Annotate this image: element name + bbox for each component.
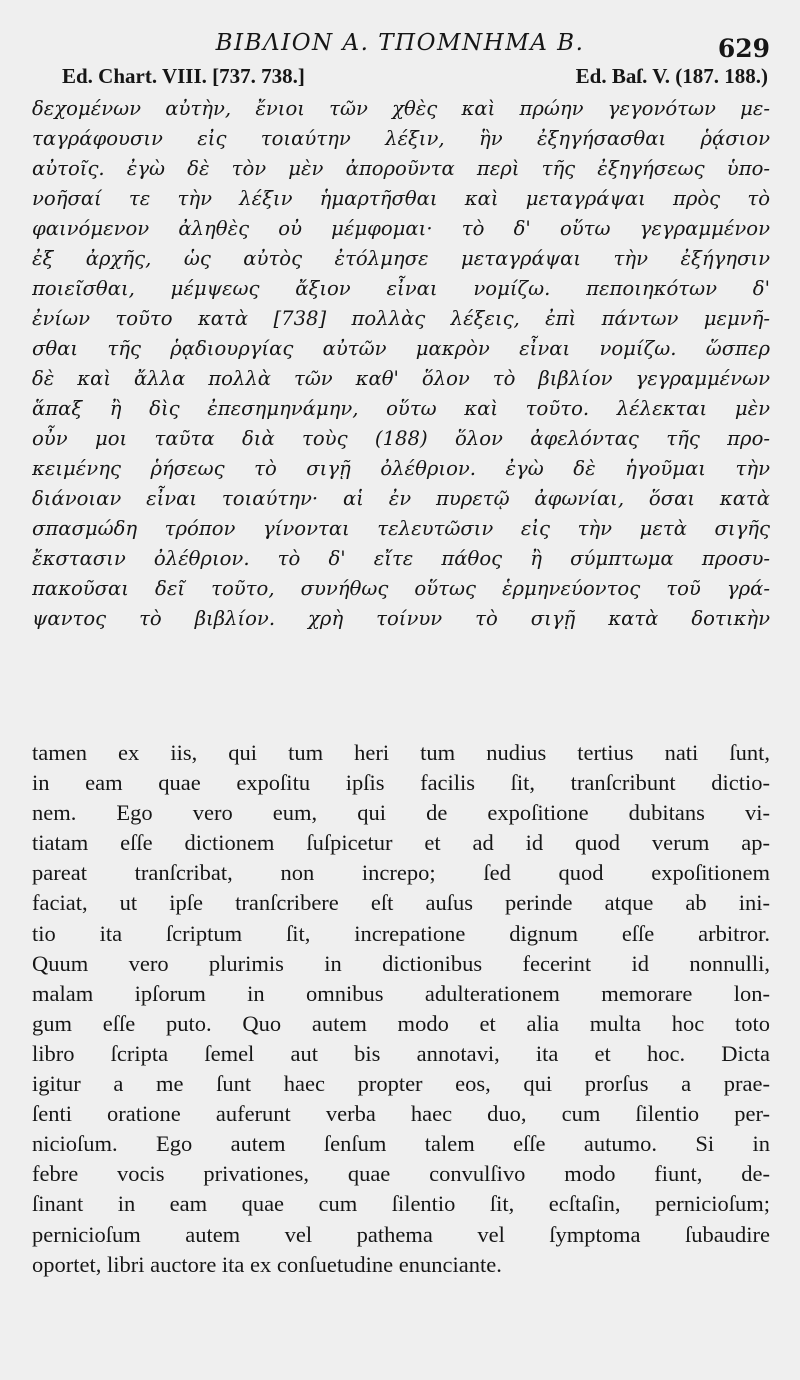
edition-basel: Ed. Baſ. V. (187. 188.) [575,64,768,88]
latin-text-line: febre vocis privationes, quae convulſivo modo fiunt, de- [32,1161,770,1187]
running-head [0,28,800,64]
greek-text-line: σπασμώδη τρόπον γίνονται τελευτῶσιν εἰς τὴν μετὰ σιγῆς [32,517,770,540]
greek-text-line: ψαντος τὸ βιβλίον. χρὴ τοίνυν τὸ σιγῇ κατὰ δοτικὴν [32,607,770,630]
greek-text-line: ἅπαξ ἢ δὶς ἐπεσημηνάμην, οὕτω καὶ τοῦτο. λέλεκται μὲν [32,397,770,420]
latin-text-line: malam ipſorum in omnibus adulterationem memorare lon- [32,980,770,1006]
greek-text-line: φαινόμενον ἀληθὲς οὐ μέμφομαι· τὸ δ' οὕτω γεγραμμένον [32,217,770,240]
latin-text-line: faciat, ut ipſe tranſcribere eſt auſus perinde atque ab ini- [32,890,770,916]
latin-text-line: igitur a me ſunt haec propter eos, qui prorſus a prae- [32,1071,770,1097]
greek-text-line: σθαι τῆς ῥᾳδιουργίας αὐτῶν μακρὸν εἶναι νομίζω. ὥσπερ [32,337,770,360]
greek-text-line: δεχομένων αὐτὴν, ἔνιοι τῶν χθὲς καὶ πρώην γεγονότων με- [32,97,770,120]
greek-text-line: ποιεῖσθαι, μέμψεως ἄξιον εἶναι νομίζω. πεποιηκότων δ' [32,277,770,300]
greek-text-line: ταγράφουσιν εἰς τοιαύτην λέξιν, ἣν ἐξηγήσασθαι ῥᾴσιον [32,127,770,150]
greek-text-line: ἔκστασιν ὀλέθριον. τὸ δ' εἴτε πάθος ἢ σύμπτωμα προσυ- [32,547,770,570]
greek-text-line: κειμένης ῥήσεως τὸ σιγῇ ὀλέθριον. ἐγὼ δὲ ἡγοῦμαι τὴν [32,457,770,480]
latin-text-line: libro ſcripta ſemel aut bis annotavi, ita et hoc. Dicta [32,1040,770,1066]
latin-text-line: ſinant in eam quae cum ſilentio ſit, ecſtaſin, pernicioſum; [32,1191,770,1217]
greek-text-line: νοῆσαί τε τὴν λέξιν ἡμαρτῆσθαι καὶ μεταγράψαι πρὸς τὸ [32,187,770,210]
page-number: 629 [717,34,770,63]
edition-references [42,64,768,94]
latin-text-line: pernicioſum autem vel pathema vel ſymptoma ſubaudire [32,1221,770,1247]
greek-text-line: οὖν μοι ταῦτα διὰ τοὺς (188) ὅλον ἀφελόντας τῆς προ- [32,427,770,450]
greek-text-column [32,94,770,634]
latin-text-line: tio ita ſcriptum ſit, increpatione dignum eſſe arbitror. [32,920,770,946]
greek-text-line: ἐνίων τοῦτο κατὰ [738] πολλὰς λέξεις, ἐπὶ πάντων μεμνῆ- [32,307,770,330]
latin-text-line: tiatam eſſe dictionem ſuſpicetur et ad id quod verum ap- [32,830,770,856]
latin-text-line: nicioſum. Ego autem ſenſum talem eſſe autumo. Si in [32,1131,770,1157]
latin-text-line: ſenti oratione auferunt verba haec duo, cum ſilentio per- [32,1101,770,1127]
latin-text-line: nem. Ego vero eum, qui de expoſitione dubitans vi- [32,800,770,826]
latin-translation-column [32,738,770,1280]
edition-chartier: Ed. Chart. VIII. [737. 738.] [62,64,305,88]
greek-text-line: πακοῦσαι δεῖ τοῦτο, συνήθως οὕτως ἑρμηνεύοντος τοῦ γρά- [32,577,770,600]
latin-text-line: oportet, libri auctore ita ex conſuetudine enunciante. [32,1251,502,1277]
latin-text-line: tamen ex iis, qui tum heri tum nudius tertius nati ſunt, [32,740,770,765]
greek-text-line: δὲ καὶ ἄλλα πολλὰ τῶν καθ' ὅλον τὸ βιβλίον γεγραμμένων [32,367,770,390]
greek-text-line: διάνοιαν εἶναι τοιαύτην· αἱ ἐν πυρετῷ ἀφωνίαι, ὅσαι κατὰ [32,487,770,510]
latin-text-line: gum eſſe puto. Quo autem modo et alia multa hoc toto [32,1010,770,1036]
greek-text-line: ἐξ ἀρχῆς, ὡς αὐτὸς ἐτόλμησε μεταγράψαι τὴν ἐξήγησιν [32,247,770,270]
running-title: ΒΙΒΛΙΟΝ Α. ΤΠΟΜΝΗΜΑ Β. [215,30,585,56]
latin-text-line: Quum vero plurimis in dictionibus fecerint id nonnulli, [32,950,770,976]
latin-text-line: pareat tranſcribat, non increpo; ſed quod expoſitionem [32,860,770,886]
latin-text-line: in eam quae expoſitu ipſis facilis ſit, tranſcribunt dictio- [32,770,770,796]
greek-text-line: αὐτοῖς. ἐγὼ δὲ τὸν μὲν ἀποροῦντα περὶ τῆς ἐξηγήσεως ὑπο- [32,157,770,180]
